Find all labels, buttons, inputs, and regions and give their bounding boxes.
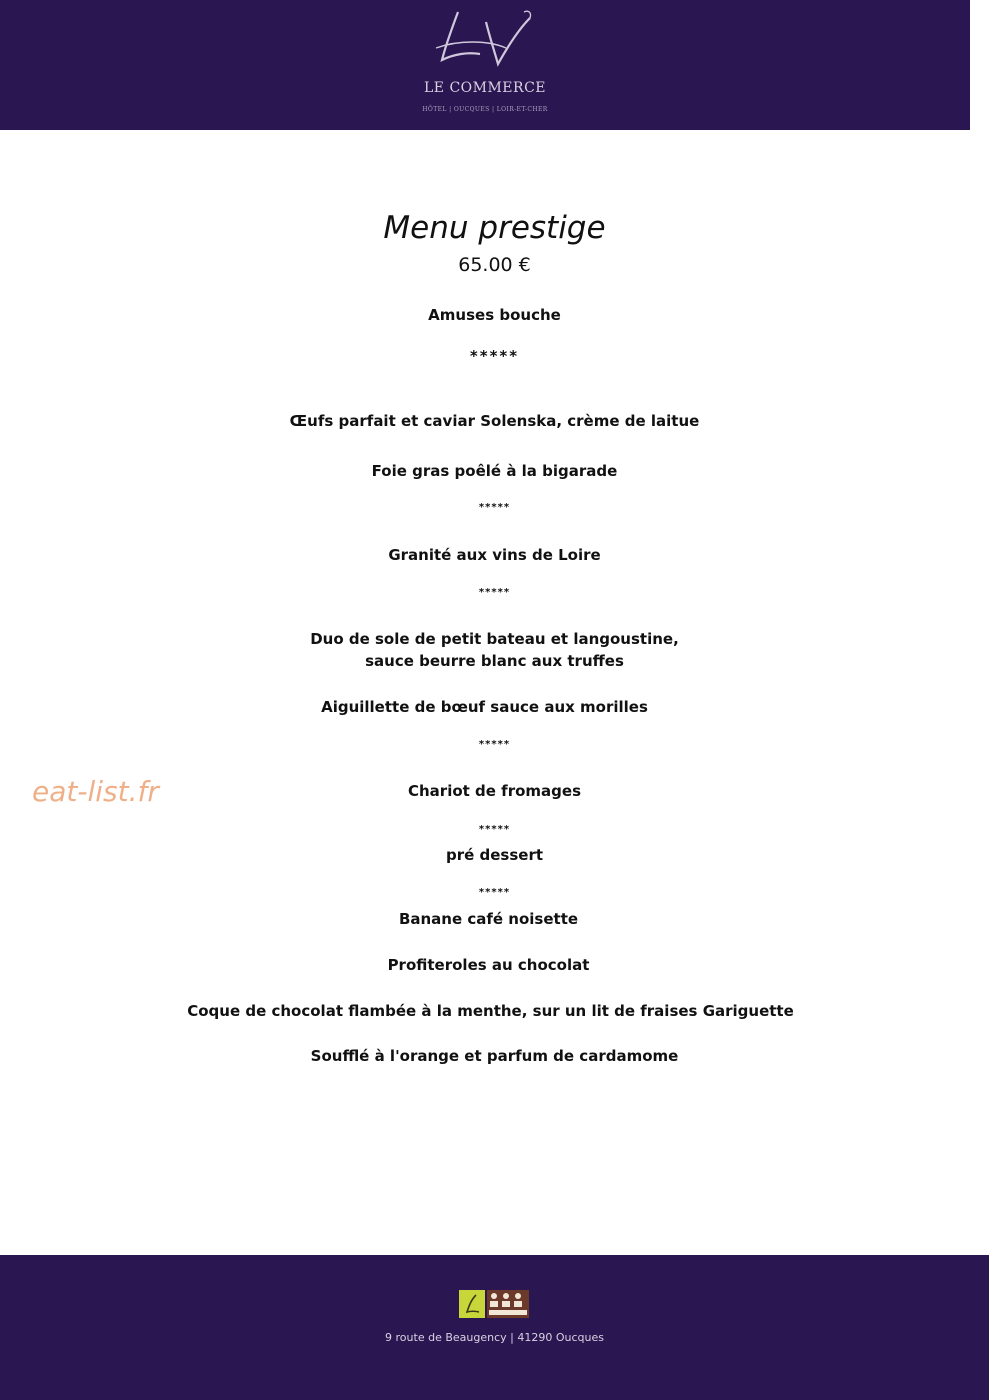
footer-logo xyxy=(459,1290,529,1318)
course-foie-gras: Foie gras poêlé à la bigarade xyxy=(371,462,618,480)
course-duo-de-sole-line2: sauce beurre blanc aux truffes xyxy=(365,652,624,670)
course-granite: Granité aux vins de Loire xyxy=(388,546,601,564)
separator: ***** xyxy=(469,347,520,365)
course-profiteroles: Profiteroles au chocolat xyxy=(387,956,590,974)
course-duo-de-sole-line1: Duo de sole de petit bateau et langoustine, xyxy=(310,630,679,648)
menu-title: Menu prestige xyxy=(383,210,606,246)
footer-address: 9 route de Beaugency | 41290 Oucques xyxy=(385,1331,604,1344)
brand-tagline: HÔTEL | OUCQUES | LOIR-ET-CHER xyxy=(422,106,548,113)
brand-name: LE COMMERCE xyxy=(423,80,547,96)
separator: ***** xyxy=(478,739,511,750)
lv-monogram-logo xyxy=(428,4,538,74)
header-band xyxy=(0,0,970,130)
watermark: eat-list.fr xyxy=(32,775,159,808)
course-oeufs-parfait: Œufs parfait et caviar Solenska, crème de laitue xyxy=(289,412,700,430)
course-chariot-de-fromages: Chariot de fromages xyxy=(408,782,581,800)
course-pre-dessert: pré dessert xyxy=(445,846,544,864)
course-amuses-bouche: Amuses bouche xyxy=(428,306,561,324)
menu-price: 65.00 € xyxy=(458,254,531,276)
footer-band xyxy=(0,1255,989,1400)
course-souffle-orange: Soufflé à l'orange et parfum de cardamome xyxy=(310,1047,679,1065)
separator: ***** xyxy=(478,887,511,898)
separator: ***** xyxy=(478,824,511,835)
course-aiguillette-de-boeuf: Aiguillette de bœuf sauce aux morilles xyxy=(321,698,648,716)
separator: ***** xyxy=(478,587,511,598)
course-coque-de-chocolat: Coque de chocolat flambée à la menthe, sur un lit de fraises Gariguette xyxy=(187,1002,794,1020)
separator: ***** xyxy=(478,502,511,513)
course-banane-cafe-noisette: Banane café noisette xyxy=(398,910,579,928)
